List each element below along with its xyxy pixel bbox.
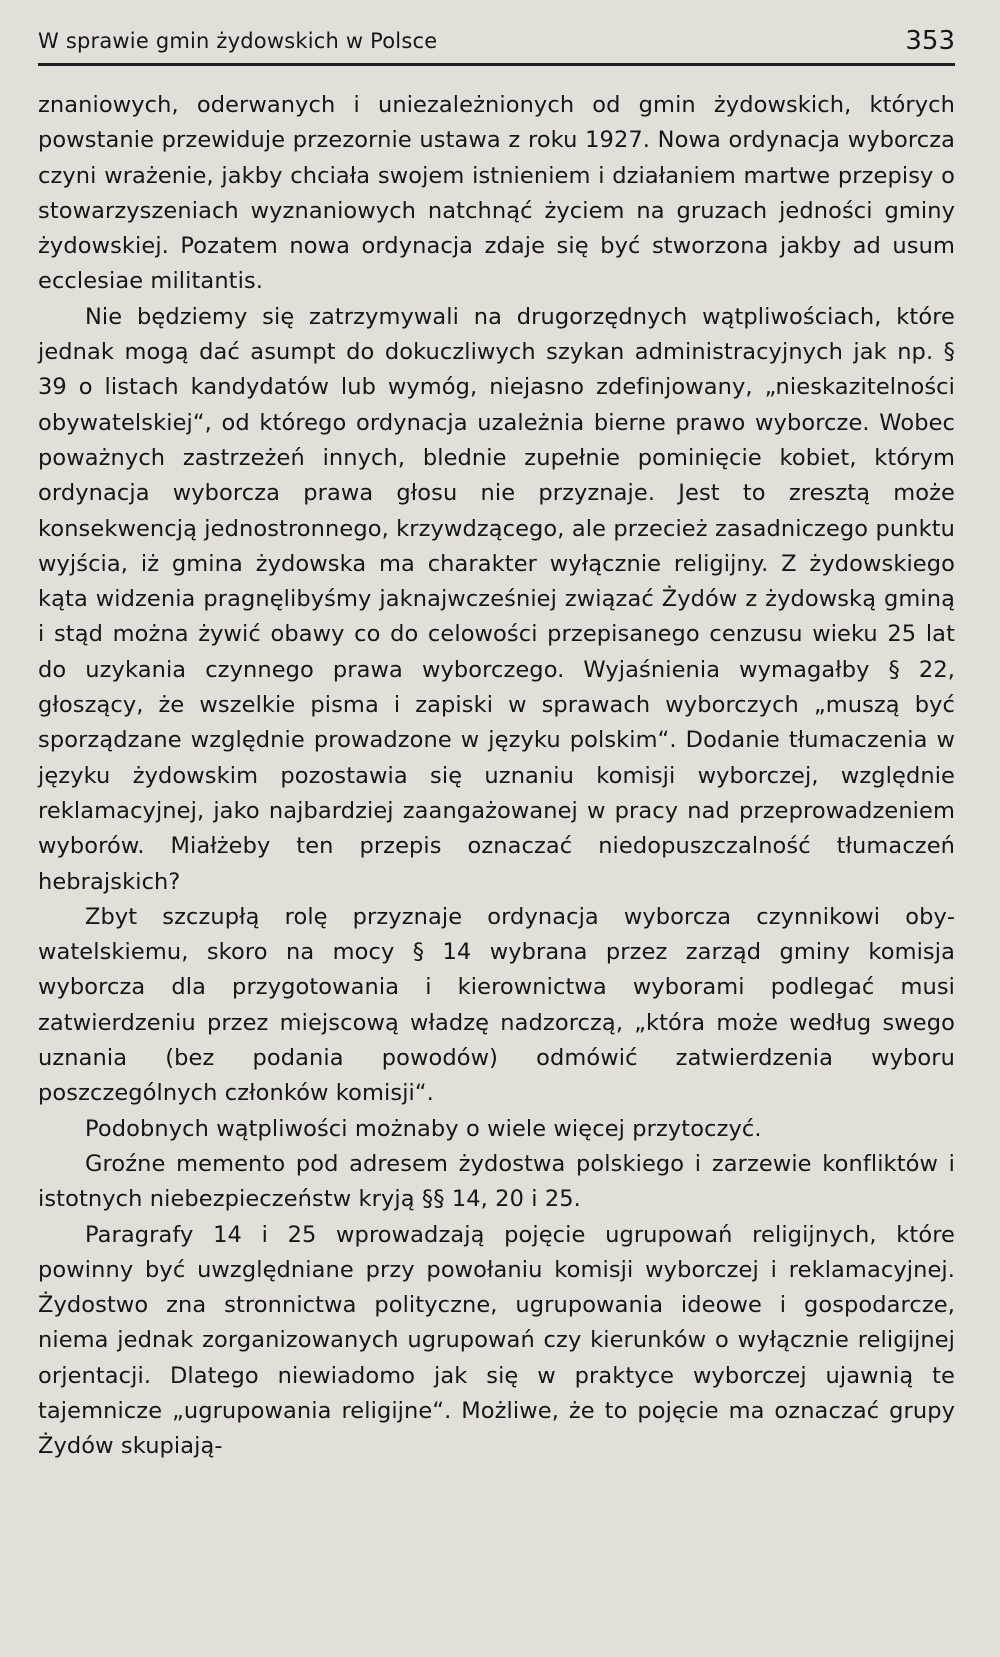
paragraph-4: Podobnych wątpliwości możnaby o wiele więcej przytoczyć. — [85, 1115, 762, 1142]
paragraph-1: znaniowych, oderwanych i uniezależnionych od gmin żydowskich, których powstanie przewiduje przezornie ustawa z roku 1927. Nowa ordynacja wyborcza czyni wrażenie, jakby chciała swojem istnieniem i działaniem martwe przepisy o stowarzyszeniach wyznaniowych natchnąć życiem na gruzach jedności gminy żydowskiej. Pozatem nowa ordynacja zdaje się być stworzona jakby ad usum ecclesiae militantis. — [38, 92, 955, 295]
paragraph-5: Groźne memento pod adresem żydostwa polskiego i zarzewie konfliktów i istotnych niebezpieczeństw kryją §§ 14, 20 i 25. — [38, 1150, 955, 1213]
paragraph-6: Paragrafy 14 i 25 wprowadzają pojęcie ugrupowań religijnych, które powinny być uwzględniane przy powołaniu komisji wyborczej i reklamacyjnej. Żydostwo zna stronnictwa polityczne, ugrupowania ideowe i gospodarcze, niema jednak zorganizowanych ugrupowań czy kierunków o wyłącznie religijnej orjentacji. Dlatego niewiadomo jak się w praktyce wyborczej ujawnią te tajemnicze „ugrupowania religijne“. Możliwe, że to pojęcie ma oznaczać grupy Żydów skupiają- — [38, 1221, 955, 1460]
page-header — [38, 26, 955, 66]
header-rule — [38, 63, 955, 66]
paragraph-2: Nie będziemy się zatrzymywali na drugorzędnych wątpliwościach, które jednak mogą dać asumpt do dokuczliwych szykan administracyjnych jak np. § 39 o listach kandydatów lub wymóg, niejasno zdefinjowany, „nieskazitelności obywatelskiej“, od którego ordynacja uzależnia bierne prawo wyborcze. Wobec poważnych zastrzeżeń innych, blednie zupełnie pominięcie kobiet, którym ordynacja wyborcza prawa głosu nie przyznaje. Jest to zresztą może konsekwencją jednostronnego, krzywdzącego, ale przecież zasadniczego punktu wyjścia, iż gmina żydowska ma charakter wyłącznie religijny. Z żydowskiego kąta widzenia pragnęlibyśmy jaknajwcześniej związać Żydów z żydowską gminą i stąd można żywić obawy co do celowości przepisanego cenzusu wieku 25 lat do uzykania czynnego prawa wyborczego. Wyjaśnienia wymagałby § 22, głoszący, że wszelkie pisma i zapiski w sprawach wyborczych „muszą być sporządzane względnie prowadzone w języku polskim“. Dodanie tłumaczenia w języku żydowskim pozostawia się uznaniu komisji wyborczej, względnie reklamacyjnej, jako najbardziej zaangażowanej w pracy nad przeprowadzeniem wyborów. Miałżeby ten przepis oznaczać niedopuszczalność tłumaczeń hebrajskich? — [38, 303, 955, 895]
page-number: 353 — [905, 26, 955, 56]
paragraph-3: Zbyt szczupłą rolę przyznaje ordynacja wyborcza czynnikowi obywatelskiemu, skoro na mocy § 14 wybrana przez zarząd gminy komisja wyborcza dla przygotowania i kierownictwa wyborami podlegać musi zatwierdzeniu przez miejscową władzę nadzorczą, „która może według swego uznania (bez podania powodów) odmówić zatwierdzenia wyboru poszczególnych członków komisji“. — [38, 903, 955, 1107]
page-body — [38, 88, 955, 1465]
running-head: W sprawie gmin żydowskich w Polsce — [38, 29, 438, 53]
